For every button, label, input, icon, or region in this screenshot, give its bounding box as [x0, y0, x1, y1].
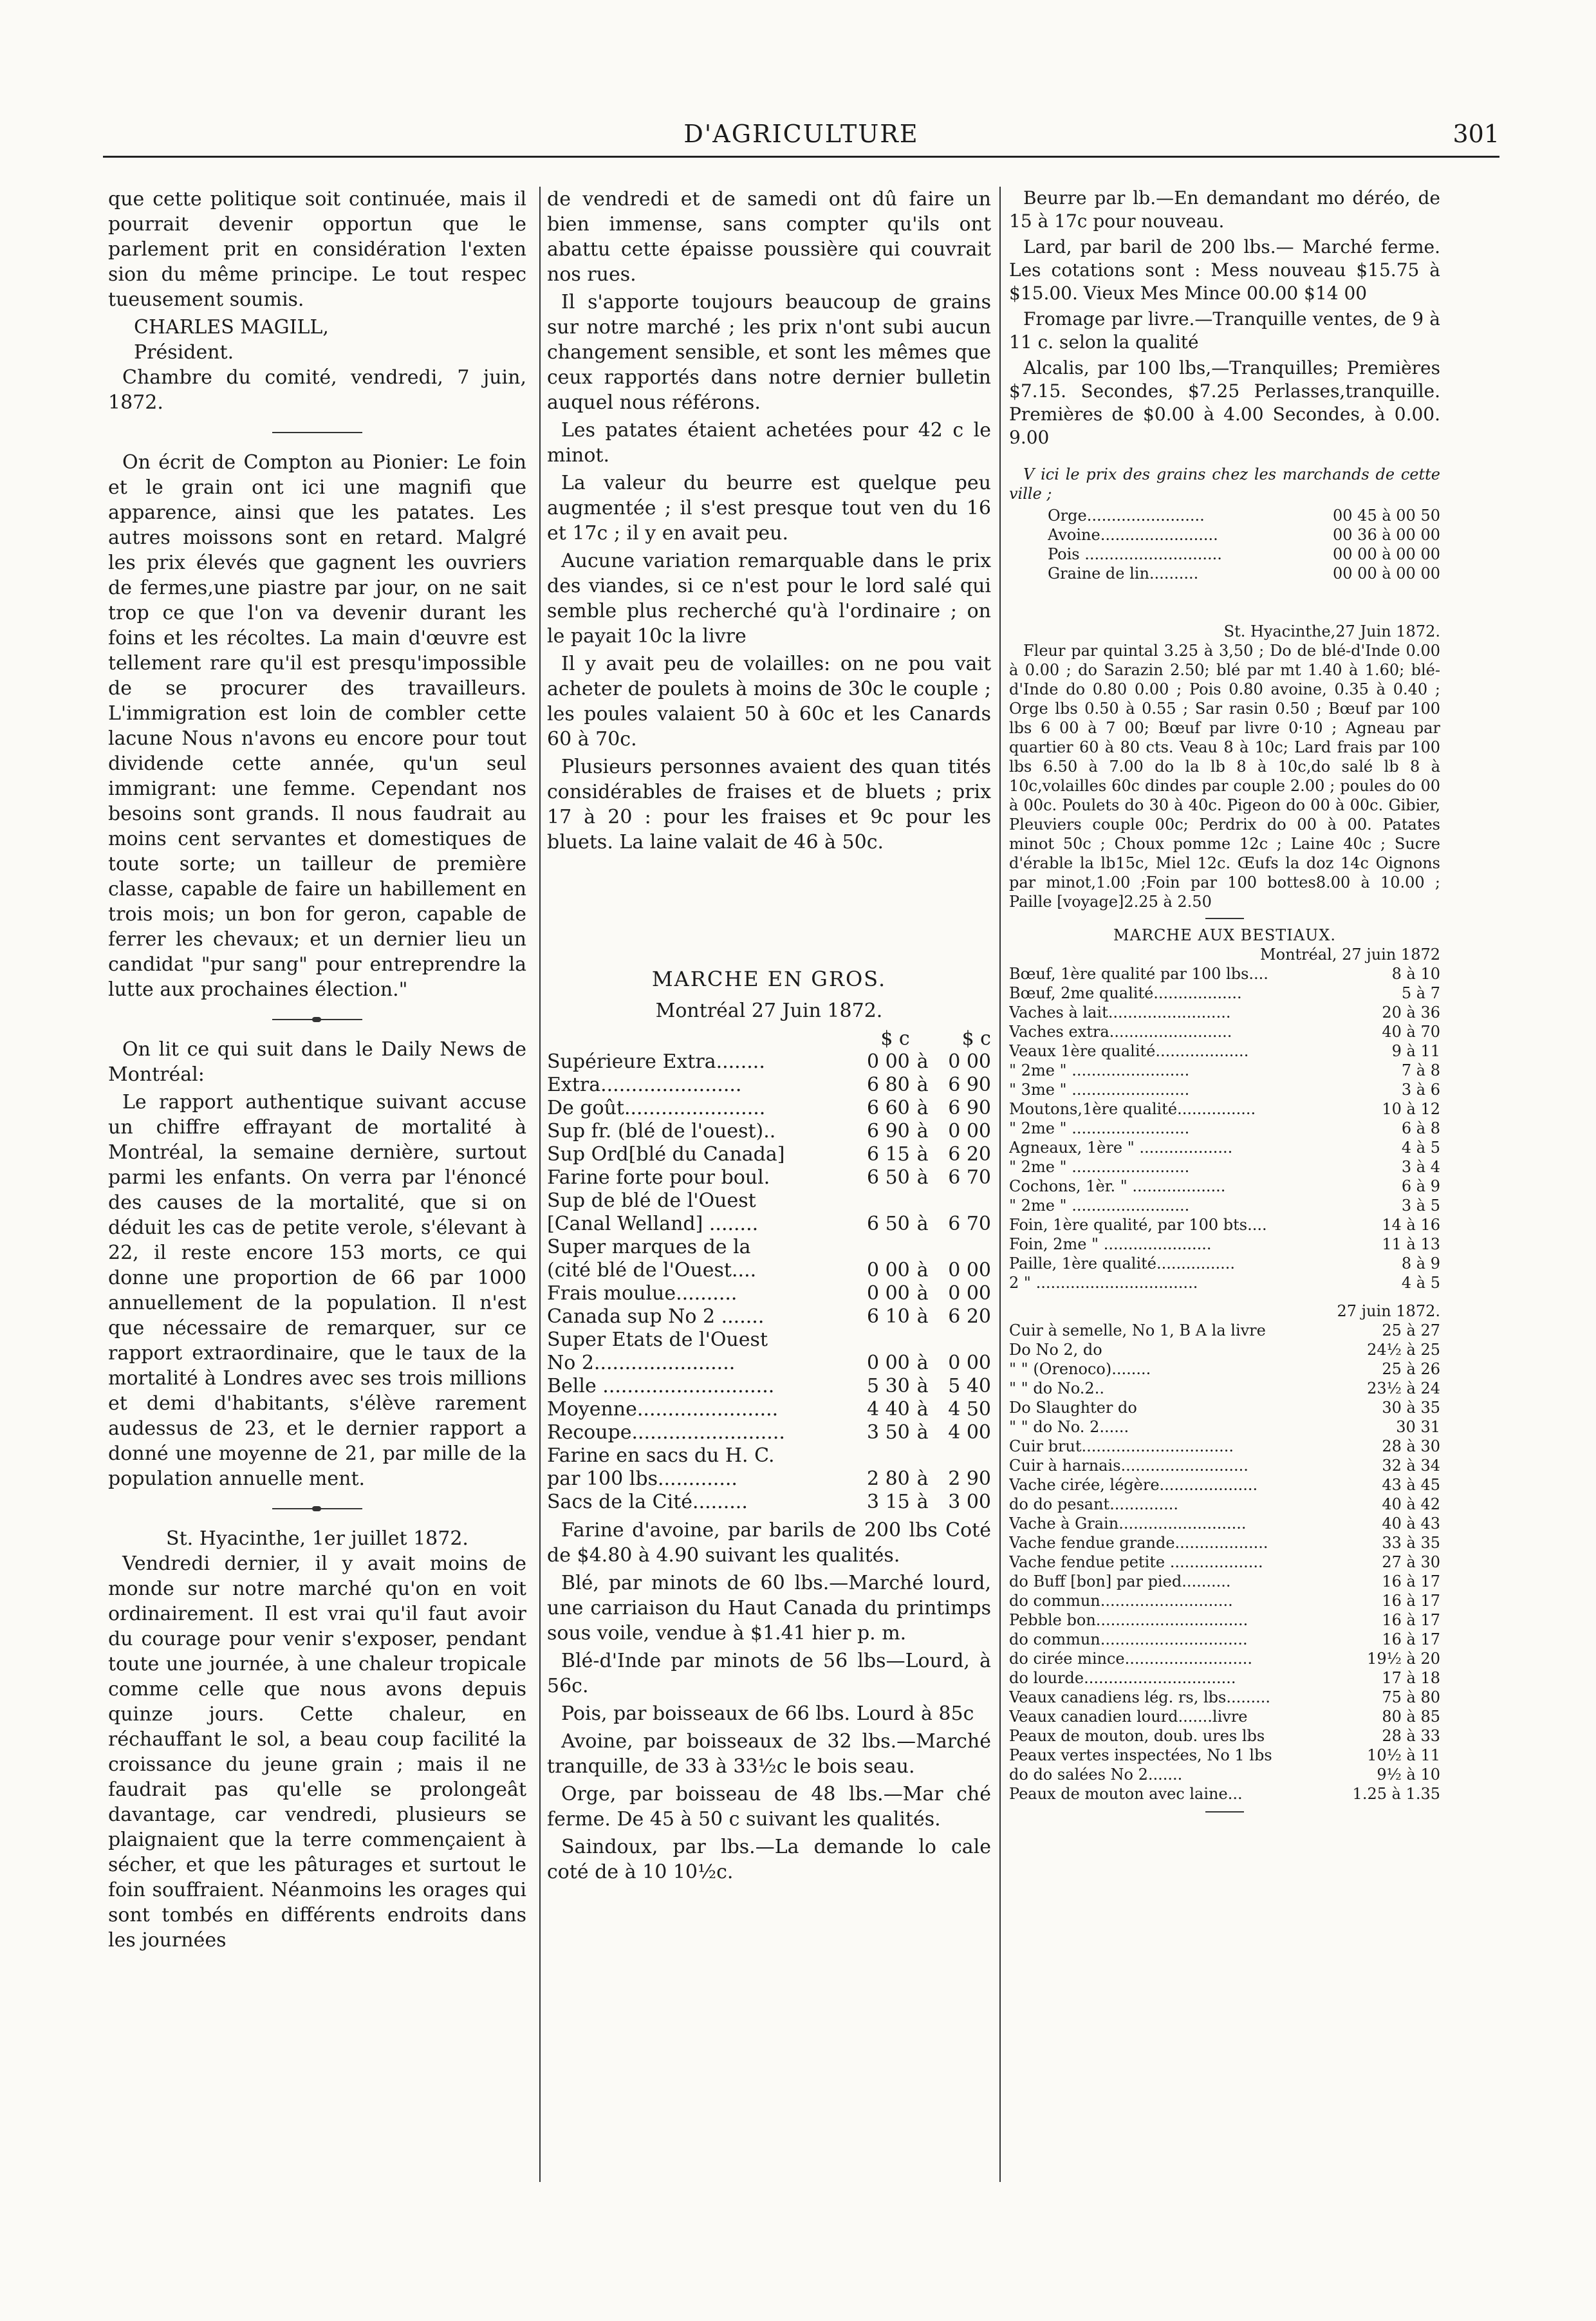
- cuir-row-label: do lourde...............................: [1009, 1669, 1236, 1687]
- bestiaux-row-value: 9 à 11: [1391, 1042, 1440, 1060]
- row-separator: à: [916, 1468, 929, 1490]
- row-price-low: 3 50: [866, 1421, 910, 1444]
- cuir-row-value: 75 à 80: [1382, 1688, 1440, 1706]
- cuir-row-label: do do pesant..............: [1009, 1495, 1178, 1513]
- cuir-row: [1009, 1726, 1440, 1746]
- bestiaux-row-label: Paille, 1ère qualité................: [1009, 1254, 1236, 1272]
- row-label: Farine forte pour boul.: [547, 1166, 770, 1189]
- row-separator: [910, 1236, 936, 1259]
- bestiaux-row: [1009, 983, 1440, 1003]
- bestiaux-row-value: 8 à 10: [1391, 965, 1440, 983]
- grain-row-value: 00 00 à 00 00: [1333, 545, 1440, 563]
- table-row: [547, 1375, 991, 1398]
- row-price-low: 0 00: [866, 1282, 910, 1305]
- row-price-low: 0 00: [866, 1050, 910, 1073]
- row-price-high: 4 00: [948, 1421, 991, 1444]
- row-label: Canada sup No 2 .......: [547, 1305, 765, 1328]
- row-separator: à: [916, 1050, 929, 1073]
- cuir-row-label: do commun...........................: [1009, 1592, 1233, 1610]
- cuir-row: [1009, 1707, 1440, 1726]
- row-label: Farine en sacs du H. C.: [547, 1444, 775, 1467]
- bestiaux-row-value: 10 à 12: [1382, 1100, 1440, 1118]
- separator: [272, 1019, 362, 1020]
- cuir-row-label: Peaux de mouton, doub. ures lbs: [1009, 1727, 1265, 1745]
- row-price-low: [855, 1189, 910, 1213]
- row-label: Moyenne.......................: [547, 1398, 779, 1421]
- column-1: [108, 187, 526, 1955]
- row-price-high: [936, 1236, 991, 1259]
- cuir-row: [1009, 1784, 1440, 1804]
- cuir-row: [1009, 1552, 1440, 1572]
- cuir-row-value: 16 à 17: [1382, 1611, 1440, 1629]
- bestiaux-row-label: Moutons,1ère qualité................: [1009, 1100, 1256, 1118]
- paragraph: Vendredi dernier, il y avait moins de monde sur notre marché qu'on en voit ordinairement. Il est vrai qu'il faut avoir du courage pour venir s'exposer, pendant toute une journée, à une chaleur tropicale comme celle que nous avons depuis quinze jours. Cette chaleur, en réchauffant le sol, a beau coup facilité la croissance du jeune grain ; mais il ne faudrait pas qu'elle se prolongeât davantage, car vendredi, plusieurs se plaignaient que la terre commençaient à sécher, et que les pâturages et surtout le foin souffraient. Néanmoins les orages qui sont tombés en différents endroits dans les journées: [108, 1552, 526, 1952]
- cuir-row-label: Peaux vertes inspectées, No 1 lbs: [1009, 1746, 1272, 1764]
- row-price-high: 6 90: [948, 1074, 991, 1096]
- table-row: [547, 1282, 991, 1305]
- row-price-high: 0 00: [948, 1352, 991, 1374]
- cuir-row-value: 16 à 17: [1382, 1630, 1440, 1648]
- row-price-low: 6 15: [866, 1143, 910, 1166]
- column-2: [547, 187, 991, 1887]
- paragraph: On lit ce qui suit dans le Daily News de Montréal:: [108, 1038, 526, 1086]
- cuir-row-label: Vache cirée, légère....................: [1009, 1476, 1258, 1494]
- row-label: Extra.......................: [547, 1074, 742, 1096]
- cuir-row: [1009, 1379, 1440, 1398]
- cuir-row-label: Veaux canadien lourd.......livre: [1009, 1708, 1248, 1726]
- separator: [1205, 918, 1244, 919]
- cuir-row-value: 16 à 17: [1382, 1572, 1440, 1590]
- row-separator: à: [916, 1375, 929, 1397]
- row-price-high: 0 00: [948, 1259, 991, 1282]
- bestiaux-row-value: 3 à 4: [1401, 1158, 1440, 1176]
- cuir-row-label: " " (Orenoco)........: [1009, 1360, 1151, 1378]
- bestiaux-row-value: 40 à 70: [1382, 1023, 1440, 1041]
- running-title: D'AGRICULTURE: [683, 120, 919, 148]
- cuir-row-value: 27 à 30: [1382, 1553, 1440, 1571]
- grain-row-value: 00 45 à 00 50: [1333, 507, 1440, 525]
- bestiaux-row-label: " 2me " ........................: [1009, 1061, 1190, 1079]
- grain-row-label: Graine de lin..........: [1048, 564, 1199, 583]
- paragraph: Le rapport authentique suivant accuse un chiffre effrayant de mortalité à Montréal, la semaine dernière, surtout parmi les enfants. On verra par l'énoncé des causes de la mortalité, que si on déduit les cas de petite verole, s'élevant à 22, il reste encore 153 morts, ce qui donne une proportion de 66 par 1000 annuellement de la population. Il n'est que nécessaire de remarquer, sur ce rapport extraordinaire, que le taux de la mortalité à Londres avec ses trois millions et demi d'habitants, s'élève rarement audessus de 23, et le dernier rapport a donné une moyenne de 21, par mille de la population annuelle ment.: [108, 1091, 526, 1490]
- cuir-row-label: Peaux de mouton avec laine...: [1009, 1785, 1243, 1803]
- cuir-row-label: Do No 2, do: [1009, 1341, 1102, 1359]
- row-separator: à: [916, 1282, 929, 1305]
- row-separator: à: [916, 1074, 929, 1096]
- bestiaux-row-label: Agneaux, 1ère " ...................: [1009, 1139, 1233, 1157]
- row-price-low: [855, 1328, 910, 1352]
- cuir-row-value: 1.25 à 1.35: [1352, 1785, 1440, 1803]
- paragraph: La valeur du beurre est quelque peu augmentée ; il s'est presque tout ven du 16 et 17c ; il y en avait peu.: [547, 472, 991, 545]
- row-separator: à: [916, 1305, 929, 1328]
- row-separator: à: [916, 1398, 929, 1421]
- paragraph: Blé, par minots de 60 lbs.—Marché lourd, une carriaison du Haut Canada du printimps sous voile, vendue à $1.41 hier p. m.: [547, 1572, 991, 1645]
- grain-row-label: Pois ............................: [1048, 545, 1222, 563]
- bestiaux-row-value: 3 à 5: [1401, 1197, 1440, 1215]
- table-row: [547, 1352, 991, 1375]
- cuir-row-label: Vache fendue grande...................: [1009, 1534, 1268, 1552]
- row-price-low: 4 40: [866, 1398, 910, 1421]
- paragraph: Plusieurs personnes avaient des quan tités considérables de fraises et de bluets ; prix 17 à 20 : pour les fraises et 9c pour les bluets. La laine valait de 46 à 50c.: [547, 756, 991, 853]
- grain-row-value: 00 36 à 00 00: [1333, 526, 1440, 544]
- row-separator: à: [916, 1213, 929, 1235]
- signature-name: CHARLES MAGILL,: [134, 316, 329, 339]
- cuir-row-value: 30 à 35: [1382, 1399, 1440, 1417]
- grain-row: [1048, 545, 1440, 564]
- bestiaux-row-label: Vaches à lait.........................: [1009, 1003, 1231, 1021]
- row-price-low: 2 80: [866, 1468, 910, 1490]
- row-price-high: 6 20: [948, 1143, 991, 1166]
- cuir-row-label: " " do No. 2......: [1009, 1418, 1129, 1436]
- grain-row-label: Avoine........................: [1048, 526, 1218, 544]
- bestiaux-row: [1009, 1254, 1440, 1273]
- bestiaux-row-value: 6 à 8: [1401, 1119, 1440, 1137]
- signature-date: Chambre du comité, vendredi, 7 juin, 1872.: [108, 366, 526, 414]
- cuir-row: [1009, 1572, 1440, 1591]
- bestiaux-row-value: 14 à 16: [1382, 1216, 1440, 1234]
- paragraph: de vendredi et de samedi ont dû faire un bien immense, sans compter qu'ils ont abattu cette épaisse poussière qui couvrait nos rues.: [547, 188, 991, 286]
- row-label: Supérieure Extra........: [547, 1050, 765, 1073]
- row-price-high: 6 90: [948, 1097, 991, 1119]
- cuir-row-value: 30 31: [1396, 1418, 1440, 1436]
- cuir-row-value: 28 à 33: [1382, 1727, 1440, 1745]
- cuir-row-value: 10½ à 11: [1367, 1746, 1440, 1764]
- row-price-high: 4 50: [948, 1398, 991, 1421]
- paragraph: Blé-d'Inde par minots de 56 lbs—Lourd, à 56c.: [547, 1650, 991, 1697]
- table-row: [547, 1050, 991, 1074]
- table-row: [547, 1328, 991, 1352]
- row-label: Sup fr. (blé de l'ouest)..: [547, 1120, 776, 1142]
- bestiaux-row-value: 4 à 5: [1401, 1274, 1440, 1292]
- paragraph: Il s'apporte toujours beaucoup de grains sur notre marché ; les prix n'ont subi aucun changement sensible, et sont les mêmes que ceux rapportés dans notre dernier bulletin auquel nous référons.: [547, 291, 991, 414]
- market-title: MARCHE EN GROS.: [651, 967, 887, 991]
- cuir-row: [1009, 1456, 1440, 1475]
- bestiaux-row-value: 3 à 6: [1401, 1081, 1440, 1099]
- cuir-row-value: 40 à 42: [1382, 1495, 1440, 1513]
- row-label: par 100 lbs.............: [547, 1468, 738, 1490]
- row-price-high: 0 00: [948, 1050, 991, 1073]
- table-header: [547, 1027, 991, 1050]
- row-separator: à: [916, 1120, 929, 1142]
- row-price-high: 6 70: [948, 1166, 991, 1189]
- bestiaux-row: [1009, 1022, 1440, 1041]
- bestiaux-row: [1009, 1273, 1440, 1292]
- bestiaux-row: [1009, 1157, 1440, 1177]
- row-price-high: 5 40: [948, 1375, 991, 1397]
- row-label: [Canal Welland] ........: [547, 1213, 759, 1235]
- paragraph: Avoine, par boisseaux de 32 lbs.—Marché tranquille, de 33 à 33½c le bois seau.: [547, 1730, 991, 1778]
- cuir-row: [1009, 1475, 1440, 1495]
- bestiaux-row: [1009, 1061, 1440, 1080]
- paragraph: Fromage par livre.—Tranquille ventes, de 9 à 11 c. selon la qualité: [1009, 308, 1440, 353]
- cuir-row-label: Cuir à semelle, No 1, B A la livre: [1009, 1321, 1266, 1339]
- cuir-row-value: 33 à 35: [1382, 1534, 1440, 1552]
- cuir-row: [1009, 1688, 1440, 1707]
- row-separator: à: [916, 1491, 929, 1513]
- row-separator: [910, 1189, 936, 1213]
- grain-row-value: 00 00 à 00 00: [1333, 564, 1440, 583]
- cuir-row-value: 43 à 45: [1382, 1476, 1440, 1494]
- row-price-low: 0 00: [866, 1352, 910, 1374]
- bestiaux-row-value: 11 à 13: [1382, 1235, 1440, 1253]
- bestiaux-row-label: Veaux 1ère qualité...................: [1009, 1042, 1249, 1060]
- row-separator: à: [916, 1166, 929, 1189]
- bestiaux-row-label: " 2me " ........................: [1009, 1197, 1190, 1215]
- row-price-high: 0 00: [948, 1282, 991, 1305]
- bestiaux-row: [1009, 1119, 1440, 1138]
- cuir-row: [1009, 1340, 1440, 1359]
- row-price-low: 5 30: [866, 1375, 910, 1397]
- cuir-row-value: 25 à 27: [1382, 1321, 1440, 1339]
- column-divider: [539, 187, 541, 2182]
- row-separator: à: [916, 1421, 929, 1444]
- bestiaux-row-value: 20 à 36: [1382, 1003, 1440, 1021]
- grain-row-label: Orge........................: [1048, 507, 1205, 525]
- cuir-row-value: 25 à 26: [1382, 1360, 1440, 1378]
- cuir-row-value: 24½ à 25: [1367, 1341, 1440, 1359]
- cuir-row-label: Pebble bon...............................: [1009, 1611, 1248, 1629]
- bestiaux-row-label: Bœuf, 2me qualité..................: [1009, 984, 1242, 1002]
- row-price-low: 6 50: [866, 1166, 910, 1189]
- cuir-row: [1009, 1398, 1440, 1417]
- bestiaux-row-label: " 2me " ........................: [1009, 1119, 1190, 1137]
- bestiaux-row-label: 2 " .................................: [1009, 1274, 1198, 1292]
- bestiaux-row: [1009, 964, 1440, 983]
- cuir-row-value: 32 à 34: [1382, 1457, 1440, 1475]
- cuir-row-value: 16 à 17: [1382, 1592, 1440, 1610]
- column-divider: [999, 187, 1001, 2182]
- row-label: Super Etats de l'Ouest: [547, 1328, 768, 1351]
- cuir-row-label: Cuir brut...............................: [1009, 1437, 1234, 1455]
- cuir-row: [1009, 1746, 1440, 1765]
- grain-intro: V ici le prix des grains chez les marchands de cette ville ;: [1009, 465, 1440, 503]
- cuir-row-label: Vache à Grain..........................: [1009, 1515, 1247, 1533]
- grain-row: [1048, 506, 1440, 525]
- cuir-row: [1009, 1765, 1440, 1784]
- bestiaux-row-label: Foin, 1ère qualité, par 100 bts....: [1009, 1216, 1267, 1234]
- cuir-row-value: 40 à 43: [1382, 1515, 1440, 1533]
- cuir-row-label: Do Slaughter do: [1009, 1399, 1137, 1417]
- cuir-row: [1009, 1514, 1440, 1533]
- cuir-row-label: Vache fendue petite ...................: [1009, 1553, 1263, 1571]
- page-header: [103, 120, 1499, 158]
- cuir-row-label: do do salées No 2.......: [1009, 1766, 1183, 1784]
- cuir-row-value: 17 à 18: [1382, 1669, 1440, 1687]
- header-rule: [103, 156, 1499, 158]
- cuir-row-label: do commun..............................: [1009, 1630, 1248, 1648]
- market-date: Montréal 27 Juin 1872.: [655, 1000, 883, 1022]
- paragraph: Fleur par quintal 3.25 à 3,50 ; Do de blé-d'Inde 0.00 à 0.00 ; do Sarazin 2.50; blé par mt 1.40 à 1.60; blé-d'Inde do 0.80 0.00 ; Pois 0.80 avoine, 0.35 à 0.40 ; Orge lbs 0.50 à 0.55 ; Sar rasin 0.50 ; Bœuf par 100 lbs 6 00 à 7 00; Bœuf par livre 0·10 ; Agneau par quartier 60 à 80 cts. Veau 8 à 10c; Lard frais par 100 lbs 6.50 à 7.00 do la lb 8 à 10c,do salé lb 8 à 10c,volailles 60c dindes par couple 2.00 ; poules do 00 à 00c. Poulets do 30 à 40c. Pigeon do 00 à 00c. Gibier, Pleuviers couple 00c; Perdrix do 00 à 00. Patates minot 50c ; Choux pomme 12c ; Laine 40c ; Sucre d'érable la lb15c, Miel 12c. Œufs la doz 14c Oignons par minot,1.00 ;Foin par 100 bottes8.00 à 10.00 ; Paille [voyage]2.25 à 2.50: [1009, 642, 1440, 911]
- page-number: 301: [1452, 120, 1499, 148]
- row-price-low: 6 10: [866, 1305, 910, 1328]
- bestiaux-row-label: " 3me " ........................: [1009, 1081, 1190, 1099]
- table-row: [547, 1236, 991, 1259]
- bestiaux-row-value: 5 à 7: [1401, 984, 1440, 1002]
- bestiaux-row-label: " 2me " ........................: [1009, 1158, 1190, 1176]
- cuir-row-label: do Buff [bon] par pied..........: [1009, 1572, 1231, 1590]
- separator: [272, 1508, 362, 1509]
- bestiaux-row-value: 7 à 8: [1401, 1061, 1440, 1079]
- row-separator: à: [916, 1097, 929, 1119]
- row-separator: [910, 1444, 936, 1468]
- cuir-row: [1009, 1649, 1440, 1668]
- row-price-low: 0 00: [866, 1259, 910, 1282]
- signature-title: Président.: [134, 341, 234, 364]
- bestiaux-row-value: 6 à 9: [1401, 1177, 1440, 1195]
- bestiaux-list: [1009, 964, 1440, 1292]
- table-row: [547, 1189, 991, 1213]
- cuir-row: [1009, 1668, 1440, 1688]
- row-price-high: [936, 1328, 991, 1352]
- bestiaux-row: [1009, 1080, 1440, 1099]
- table-row: [547, 1213, 991, 1236]
- table-row: [547, 1305, 991, 1328]
- separator: [1205, 1811, 1244, 1813]
- table-row: [547, 1166, 991, 1189]
- table-row: [547, 1074, 991, 1097]
- table-row: [547, 1259, 991, 1282]
- cuir-list: [1009, 1321, 1440, 1804]
- bestiaux-row: [1009, 1235, 1440, 1254]
- paragraph: Farine d'avoine, par barils de 200 lbs Coté de $4.80 à 4.90 suivant les qualités.: [547, 1519, 991, 1567]
- row-label: Frais moulue..........: [547, 1282, 738, 1305]
- table-row: [547, 1120, 991, 1143]
- row-label: (cité blé de l'Ouest....: [547, 1259, 757, 1282]
- row-price-high: [936, 1189, 991, 1213]
- row-price-high: 6 20: [948, 1305, 991, 1328]
- cuir-row-value: 9½ à 10: [1377, 1766, 1440, 1784]
- bestiaux-row-value: 8 à 9: [1401, 1254, 1440, 1272]
- cuir-row: [1009, 1495, 1440, 1514]
- row-label: De goût.......................: [547, 1097, 766, 1119]
- cuir-row-value: 80 à 85: [1382, 1708, 1440, 1726]
- row-price-low: [855, 1444, 910, 1468]
- bestiaux-date: Montréal, 27 juin 1872: [1260, 946, 1440, 964]
- row-price-low: [855, 1236, 910, 1259]
- bestiaux-row: [1009, 1041, 1440, 1061]
- section-title: St. Hyacinthe, 1er juillet 1872.: [166, 1527, 469, 1550]
- row-price-high: 3 00: [948, 1491, 991, 1513]
- table-row: [547, 1398, 991, 1421]
- bestiaux-row: [1009, 1215, 1440, 1235]
- paragraph: On écrit de Compton au Pionier: Le foin et le grain ont ici une magnifi que apparence, ainsi que les patates. Les autres moissons sont en retard. Malgré les prix élevés que gagnent les ouvriers de fermes,une piastre par jour, on ne sait trop ce que l'on va devenir durant les foins et les récoltes. La main d'œuvre est tellement rare qu'il est presqu'impossible de se procurer des travailleurs. L'immigration est loin de combler cette lacune Nous n'avons eu encore pour tout dividende cette année, qu'un seul immigrant: une femme. Cependant nos besoins sont grands. Il nous faudrait au moins cent servantes et domestiques de toute sorte; un tailleur de première classe, capable de faire un habillement en trois mois; un bon for geron, capable de ferrer les chevaux; et un dernier lieu un candidat "pur sang" pour entreprendre la lutte aux prochaines élection.": [108, 451, 526, 1001]
- cuir-date: 27 juin 1872.: [1337, 1302, 1440, 1320]
- cuir-row: [1009, 1321, 1440, 1340]
- paragraph: Il y avait peu de volailles: on ne pou vait acheter de poulets à moins de 30c le couple ; les poules valaient 50 à 60c et les Canards 60 à 70c.: [547, 653, 991, 750]
- row-separator: [910, 1328, 936, 1352]
- paragraph: Les patates étaient achetées pour 42 c le minot.: [547, 419, 991, 467]
- row-separator: à: [916, 1352, 929, 1374]
- bestiaux-row-label: Foin, 2me " ......................: [1009, 1235, 1212, 1253]
- table-row: [547, 1097, 991, 1120]
- paragraph: Pois, par boisseaux de 66 lbs. Lourd à 85c: [561, 1702, 974, 1725]
- market-table: [547, 1027, 991, 1514]
- cuir-row-label: do cirée mince..........................: [1009, 1650, 1252, 1668]
- row-price-low: 6 80: [866, 1074, 910, 1096]
- paragraph: Aucune variation remarquable dans le prix des viandes, si ce n'est pour le lord salé qui semble plus recherché qu'à l'ordinaire ; on le payait 10c la livre: [547, 550, 991, 648]
- cuir-row: [1009, 1437, 1440, 1456]
- cuir-row: [1009, 1610, 1440, 1630]
- row-label: Sacs de la Cité.........: [547, 1491, 748, 1513]
- row-separator: à: [916, 1259, 929, 1282]
- paragraph: Beurre par lb.—En demandant mo déréo, de 15 à 17c pour nouveau.: [1009, 187, 1440, 232]
- table-row: [547, 1491, 991, 1514]
- grain-list: [1009, 506, 1440, 583]
- row-separator: à: [916, 1143, 929, 1166]
- row-label: Recoupe.........................: [547, 1421, 785, 1444]
- currency-header: $ c: [961, 1027, 991, 1050]
- cuir-row-label: Veaux canadiens lég. rs, lbs.........: [1009, 1688, 1270, 1706]
- row-label: Sup Ord[blé du Canada]: [547, 1143, 785, 1166]
- cuir-row-value: 28 à 30: [1382, 1437, 1440, 1455]
- row-label: Super marques de la: [547, 1236, 751, 1258]
- bestiaux-row-label: Bœuf, 1ère qualité par 100 lbs....: [1009, 965, 1268, 983]
- paragraph: Alcalis, par 100 lbs,—Tranquilles; Premières $7.15. Secondes, $7.25 Perlasses,tranquille. Premières de $0.00 à 4.00 Secondes, à 0.00. 9.00: [1009, 357, 1440, 448]
- cuir-row-label: " " do No.2..: [1009, 1379, 1104, 1397]
- cuir-row: [1009, 1630, 1440, 1649]
- cuir-row: [1009, 1533, 1440, 1552]
- table-row: [547, 1468, 991, 1491]
- cuir-row-value: 23½ à 24: [1367, 1379, 1440, 1397]
- row-label: Belle ............................: [547, 1375, 775, 1397]
- table-row: [547, 1143, 991, 1166]
- bestiaux-row-label: Vaches extra.........................: [1009, 1023, 1232, 1041]
- row-price-low: 6 60: [866, 1097, 910, 1119]
- cuir-row: [1009, 1591, 1440, 1610]
- row-price-low: 6 50: [866, 1213, 910, 1235]
- row-price-low: 3 15: [866, 1491, 910, 1513]
- sth-date: St. Hyacinthe,27 Juin 1872.: [1223, 622, 1440, 640]
- bestiaux-row: [1009, 1138, 1440, 1157]
- bestiaux-row-label: Cochons, 1èr. " ...................: [1009, 1177, 1226, 1195]
- paragraph: Lard, par baril de 200 lbs.— Marché ferme. Les cotations sont : Mess nouveau $15.75 à $15.00. Vieux Mes Mince 00.00 $14 00: [1009, 236, 1440, 304]
- grain-row: [1048, 525, 1440, 545]
- cuir-row-label: Cuir à harnais..........................: [1009, 1457, 1248, 1475]
- row-price-high: 0 00: [948, 1120, 991, 1142]
- bestiaux-title: MARCHE AUX BESTIAUX.: [1113, 926, 1337, 944]
- row-label: No 2.......................: [547, 1352, 736, 1374]
- table-row: [547, 1421, 991, 1444]
- bestiaux-row: [1009, 1196, 1440, 1215]
- paragraph: Orge, par boisseau de 48 lbs.—Mar ché ferme. De 45 à 50 c suivant les qualités.: [547, 1783, 991, 1831]
- cuir-row: [1009, 1359, 1440, 1379]
- bestiaux-row: [1009, 1099, 1440, 1119]
- bestiaux-row-value: 4 à 5: [1401, 1139, 1440, 1157]
- row-price-low: 6 90: [866, 1120, 910, 1142]
- row-price-high: 6 70: [948, 1213, 991, 1235]
- row-label: Sup de blé de l'Ouest: [547, 1189, 756, 1212]
- paragraph: que cette politique soit continuée, mais il pourrait devenir opportun que le parlement prit en considération l'exten sion du même principe. Le tout respec tueusement soumis.: [108, 188, 526, 311]
- row-price-high: [936, 1444, 991, 1468]
- cuir-row-value: 19½ à 20: [1367, 1650, 1440, 1668]
- bestiaux-row: [1009, 1177, 1440, 1196]
- paragraph: Saindoux, par lbs.—La demande lo cale coté de à 10 10½c.: [547, 1836, 991, 1883]
- bestiaux-row: [1009, 1003, 1440, 1022]
- row-price-high: 2 90: [948, 1468, 991, 1490]
- grain-row: [1048, 564, 1440, 583]
- cuir-row: [1009, 1417, 1440, 1437]
- currency-header: $ c: [880, 1027, 910, 1050]
- column-3: [1009, 187, 1440, 1820]
- separator: [272, 432, 362, 433]
- table-row: [547, 1444, 991, 1468]
